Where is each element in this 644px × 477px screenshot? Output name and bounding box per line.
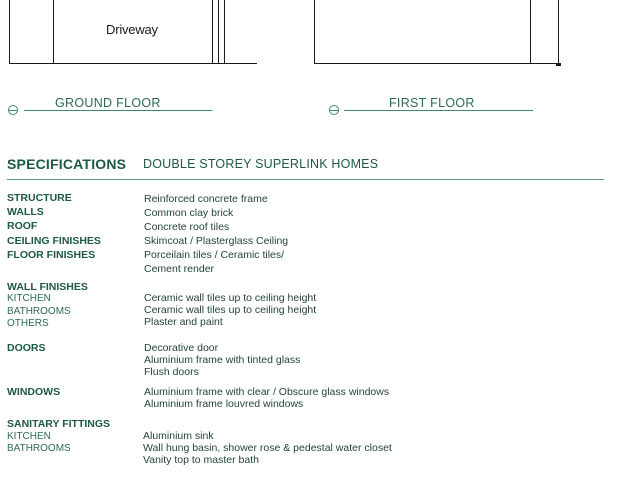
ground-floor-plan bbox=[0, 0, 260, 70]
spec-sublabel-wall-bathrooms: BATHROOMS bbox=[7, 306, 71, 317]
spec-value-sanitary-kitchen: Aluminium sink bbox=[143, 430, 214, 442]
plan-wall bbox=[9, 0, 10, 64]
spec-label-walls: WALLS bbox=[7, 206, 44, 218]
spec-value-floor-finishes-2: Cement render bbox=[144, 263, 215, 275]
spec-label-sanitary-fittings: SANITARY FITTINGS bbox=[7, 418, 111, 430]
plan-wall bbox=[212, 0, 213, 64]
plan-wall bbox=[53, 0, 54, 64]
specifications-subheading: DOUBLE STOREY SUPERLINK HOMES bbox=[143, 157, 379, 171]
spec-sublabel-wall-kitchen: KITCHEN bbox=[7, 293, 51, 304]
spec-value-ceiling-finishes: Skimcoat / Plasterglass Ceiling bbox=[144, 235, 289, 247]
spec-value-walls: Common clay brick bbox=[144, 207, 234, 219]
specifications-heading: SPECIFICATIONS bbox=[7, 156, 127, 172]
spec-value-doors-1: Decorative door bbox=[144, 342, 219, 354]
plan-wall bbox=[530, 63, 558, 64]
spec-value-roof: Concrete roof tiles bbox=[144, 221, 230, 233]
spec-label-floor-finishes: FLOOR FINISHES bbox=[7, 249, 96, 261]
spec-value-windows-1: Aluminium frame with clear / Obscure glass windows bbox=[144, 386, 390, 398]
spec-label-doors: DOORS bbox=[7, 342, 46, 354]
first-floor-title: FIRST FLOOR bbox=[389, 96, 475, 110]
spec-sublabel-sanitary-kitchen: KITCHEN bbox=[7, 431, 51, 442]
plan-wall bbox=[224, 0, 225, 64]
spec-label-wall-finishes: WALL FINISHES bbox=[7, 281, 88, 293]
spec-sublabel-wall-others: OTHERS bbox=[7, 318, 49, 329]
plan-wall bbox=[314, 0, 315, 64]
plan-wall bbox=[224, 63, 257, 64]
plan-wall bbox=[558, 0, 559, 65]
spec-value-sanitary-bathrooms-2: Vanity top to master bath bbox=[143, 454, 259, 466]
spec-label-ceiling-finishes: CEILING FINISHES bbox=[7, 235, 101, 247]
spec-label-windows: WINDOWS bbox=[7, 386, 61, 398]
specifications-divider bbox=[7, 179, 604, 180]
driveway-label: Driveway bbox=[106, 22, 158, 37]
ground-floor-title: GROUND FLOOR bbox=[55, 96, 161, 110]
spec-label-structure: STRUCTURE bbox=[7, 192, 72, 204]
first-floor-marker-icon bbox=[329, 105, 339, 115]
spec-value-doors-2: Aluminium frame with tinted glass bbox=[144, 354, 301, 366]
first-floor-plan bbox=[300, 0, 580, 70]
spec-value-wall-bathrooms: Ceramic wall tiles up to ceiling height bbox=[144, 304, 317, 316]
plan-wall bbox=[9, 63, 225, 64]
spec-label-roof: ROOF bbox=[7, 220, 38, 232]
spec-value-wall-kitchen: Ceramic wall tiles up to ceiling height bbox=[144, 292, 317, 304]
plan-wall bbox=[530, 0, 531, 64]
spec-value-structure: Reinforced concrete frame bbox=[144, 193, 268, 205]
plan-wall bbox=[314, 63, 531, 64]
spec-sublabel-sanitary-bathrooms: BATHROOMS bbox=[7, 443, 71, 454]
plan-marker bbox=[556, 63, 561, 66]
spec-value-doors-3: Flush doors bbox=[144, 366, 199, 378]
spec-value-sanitary-bathrooms-1: Wall hung basin, shower rose & pedestal water closet bbox=[143, 442, 392, 454]
ground-floor-marker-icon bbox=[8, 105, 18, 115]
spec-value-wall-others: Plaster and paint bbox=[144, 316, 223, 328]
first-floor-rule bbox=[344, 110, 533, 111]
spec-value-windows-2: Aluminium frame louvred windows bbox=[144, 398, 304, 410]
ground-floor-rule bbox=[24, 110, 212, 111]
spec-value-floor-finishes: Porceilain tiles / Ceramic tiles/ bbox=[144, 249, 285, 261]
plan-wall bbox=[218, 0, 219, 64]
